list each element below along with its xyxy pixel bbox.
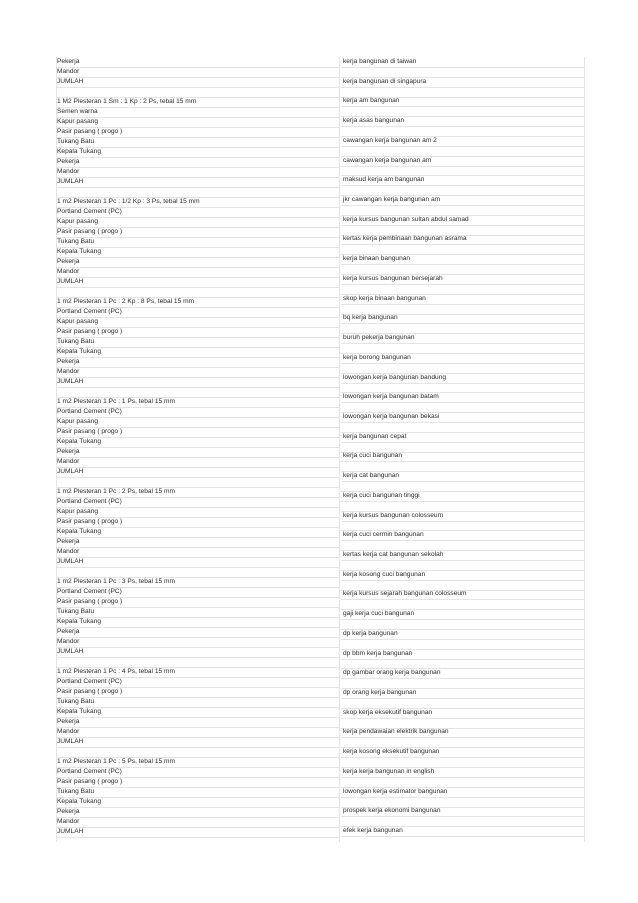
- left-table-row: Portland Cement (PC): [57, 677, 339, 688]
- column-divider-right: [584, 57, 585, 842]
- right-table-row: skop kerja binaan bangunan: [341, 294, 584, 305]
- left-table-row: Pasir pasang ( progo ): [57, 127, 339, 138]
- left-table-row: Pasir pasang ( progo ): [57, 327, 339, 338]
- left-table-row: Portland Cement (PC): [57, 497, 339, 508]
- left-table-row: JUMLAH: [57, 77, 339, 88]
- left-table-row: Mandor: [57, 637, 339, 648]
- right-table-row: kerja kursus sejarah bangunan colosseum: [341, 589, 584, 600]
- right-table-row: kerja kosong eksekutif bangunan: [341, 747, 584, 758]
- left-table-row: Kepala Tukang: [57, 797, 339, 808]
- left-table-row: Mandor: [57, 547, 339, 558]
- right-table-row: kerja bangunan di taiwan: [341, 57, 584, 68]
- left-table-row: Kepala Tukang: [57, 347, 339, 358]
- left-table-row: Kepala Tukang: [57, 527, 339, 538]
- left-table-row: Kepala Tukang: [57, 247, 339, 258]
- left-table-row: Pekerja: [57, 57, 339, 68]
- left-table-row: JUMLAH: [57, 277, 339, 288]
- right-table-row: dp orang kerja bangunan: [341, 688, 584, 699]
- left-table-row: Portland Cement (PC): [57, 587, 339, 598]
- left-table-row: Kapur pasang: [57, 417, 339, 428]
- right-table-row: kerja cuci bangunan: [341, 451, 584, 462]
- right-table-row: kerja kerja bangunan in english: [341, 767, 584, 778]
- left-table-row: Kapur pasang: [57, 317, 339, 328]
- left-table-row: Mandor: [57, 267, 339, 278]
- right-table-row: kerja kursus bangunan colosseum: [341, 511, 584, 522]
- left-table-row: Kepala Tukang: [57, 147, 339, 158]
- left-table-row: Pekerja: [57, 537, 339, 548]
- left-table-row: Tukang Batu: [57, 607, 339, 618]
- right-table-row: skop kerja eksekutif bangunan: [341, 708, 584, 719]
- right-table-row: bq kerja bangunan: [341, 313, 584, 324]
- left-table-row: 1 m2 Plesteran 1 Pc : 1 Ps, tebal 15 mm: [57, 397, 339, 408]
- left-table-row: Kepala Tukang: [57, 617, 339, 628]
- right-table-row: kerja binaan bangunan: [341, 254, 584, 265]
- left-table-row: Pasir pasang ( progo ): [57, 227, 339, 238]
- right-table-row: cawangan kerja bangunan am: [341, 156, 584, 167]
- right-table-row: lowongan kerja bangunan batam: [341, 392, 584, 403]
- right-table-row: kerja kosong cuci bangunan: [341, 570, 584, 581]
- left-table-row: JUMLAH: [57, 647, 339, 658]
- right-table-row: kerja bangunan di singapura: [341, 77, 584, 88]
- left-table-row: Pasir pasang ( progo ): [57, 427, 339, 438]
- right-table-row: buruh pekerja bangunan: [341, 333, 584, 344]
- right-table-row: efek kerja bangunan: [341, 826, 584, 837]
- right-table-row: kerja cat bangunan: [341, 471, 584, 482]
- left-table-row: 1 M2 Plesteran 1 Sm : 1 Kp : 2 Ps, tebal 15 mm: [57, 97, 339, 108]
- left-table-row: JUMLAH: [57, 557, 339, 568]
- left-table-row: Tukang Batu: [57, 787, 339, 798]
- left-table-row: Kepala Tukang: [57, 437, 339, 448]
- left-table-row: Mandor: [57, 367, 339, 378]
- left-table-row: Kapur pasang: [57, 507, 339, 518]
- left-table-row: JUMLAH: [57, 467, 339, 478]
- right-table-row: lowongan kerja estimator bangunan: [341, 787, 584, 798]
- left-table-row: JUMLAH: [57, 177, 339, 188]
- left-table-row: Pekerja: [57, 627, 339, 638]
- right-table-row: kerja borong bangunan: [341, 353, 584, 364]
- left-table-row: 1 m2 Plesteran 1 Pc : 4 Ps, tebal 15 mm: [57, 667, 339, 678]
- right-table-row: kertas kerja cat bangunan sekolah: [341, 550, 584, 561]
- right-table-row: jkr cawangan kerja bangunan am: [341, 195, 584, 206]
- left-table-row: Pekerja: [57, 157, 339, 168]
- left-table-row: Pekerja: [57, 807, 339, 818]
- left-table-row: Portland Cement (PC): [57, 767, 339, 778]
- left-table-row: Pekerja: [57, 257, 339, 268]
- left-table-row: Portland Cement (PC): [57, 207, 339, 218]
- right-table-row: lowongan kerja bangunan bekasi: [341, 412, 584, 423]
- left-table-row: JUMLAH: [57, 377, 339, 388]
- right-table-row: kerja am bangunan: [341, 96, 584, 107]
- left-table-row: Semen warna: [57, 107, 339, 118]
- right-table-row: maksud kerja am bangunan: [341, 175, 584, 186]
- left-table-row: Portland Cement (PC): [57, 307, 339, 318]
- right-table-row: gaji kerja cuci bangunan: [341, 609, 584, 620]
- left-table-row: Kepala Tukang: [57, 707, 339, 718]
- right-table-row: kerja pendawaian elektrik bangunan: [341, 727, 584, 738]
- right-table-row: prospek kerja ekonomi bangunan: [341, 806, 584, 817]
- right-table-row: kerja bangunan cepat: [341, 432, 584, 443]
- left-table-row: Mandor: [57, 457, 339, 468]
- right-table-row: dp kerja bangunan: [341, 629, 584, 640]
- left-table-row: 1 m2 Plesteran 1 Pc : 1/2 Kp : 3 Ps, tebal 15 mm: [57, 197, 339, 208]
- left-table-row: Pasir pasang ( progo ): [57, 597, 339, 608]
- left-table-row: JUMLAH: [57, 737, 339, 748]
- left-table-row: Tukang Batu: [57, 697, 339, 708]
- left-table-row: Pasir pasang ( progo ): [57, 517, 339, 528]
- right-table-row: kerja kursus bangunan sultan abdul samad: [341, 215, 584, 226]
- right-table-row: lowongan kerja bangunan bandung: [341, 373, 584, 384]
- left-table-row: 1 m2 Plesteran 1 Pc : 2 Kp : 8 Ps, tebal 15 mm: [57, 297, 339, 308]
- right-table-row: cawangan kerja bangunan am 2: [341, 136, 584, 147]
- left-table-row: Mandor: [57, 167, 339, 178]
- column-divider-middle: [339, 57, 340, 842]
- left-table-row: Pasir pasang ( progo ): [57, 777, 339, 788]
- left-table-row: 1 m2 Plesteran 1 Pc : 3 Ps, tebal 15 mm: [57, 577, 339, 588]
- left-table-row: Pekerja: [57, 447, 339, 458]
- right-table-row: kerja asas bangunan: [341, 116, 584, 127]
- left-table-row: Portland Cement (PC): [57, 407, 339, 418]
- left-table-row: JUMLAH: [57, 827, 339, 838]
- left-table-row: Kapur pasang: [57, 117, 339, 128]
- left-table-row: 1 m2 Plesteran 1 Pc : 2 Ps, tebal 15 mm: [57, 487, 339, 498]
- left-table-row: 1 m2 Plesteran 1 Pc : 5 Ps, tebal 15 mm: [57, 757, 339, 768]
- left-table-row: Mandor: [57, 727, 339, 738]
- right-table-row: dp gambar orang kerja bangunan: [341, 668, 584, 679]
- left-table-row: Pekerja: [57, 717, 339, 728]
- left-table-row: Mandor: [57, 817, 339, 828]
- left-table-row: Pasir pasang ( progo ): [57, 687, 339, 698]
- left-table-row: Mandor: [57, 67, 339, 78]
- left-table-row: Tukang Batu: [57, 237, 339, 248]
- left-table-row: Tukang Batu: [57, 337, 339, 348]
- left-table-row: Pekerja: [57, 357, 339, 368]
- right-table-row: kertas kerja pembinaan bangunan asrama: [341, 234, 584, 245]
- right-table-row: kerja kursus bangunan bersejarah: [341, 274, 584, 285]
- right-table-row: kerja cuci cermin bangunan: [341, 530, 584, 541]
- left-table-row: Tukang Batu: [57, 137, 339, 148]
- right-table-row: kerja cuci bangunan tinggi: [341, 491, 584, 502]
- left-table-row: Kapur pasang: [57, 217, 339, 228]
- right-table-row: dp bbm kerja bangunan: [341, 649, 584, 660]
